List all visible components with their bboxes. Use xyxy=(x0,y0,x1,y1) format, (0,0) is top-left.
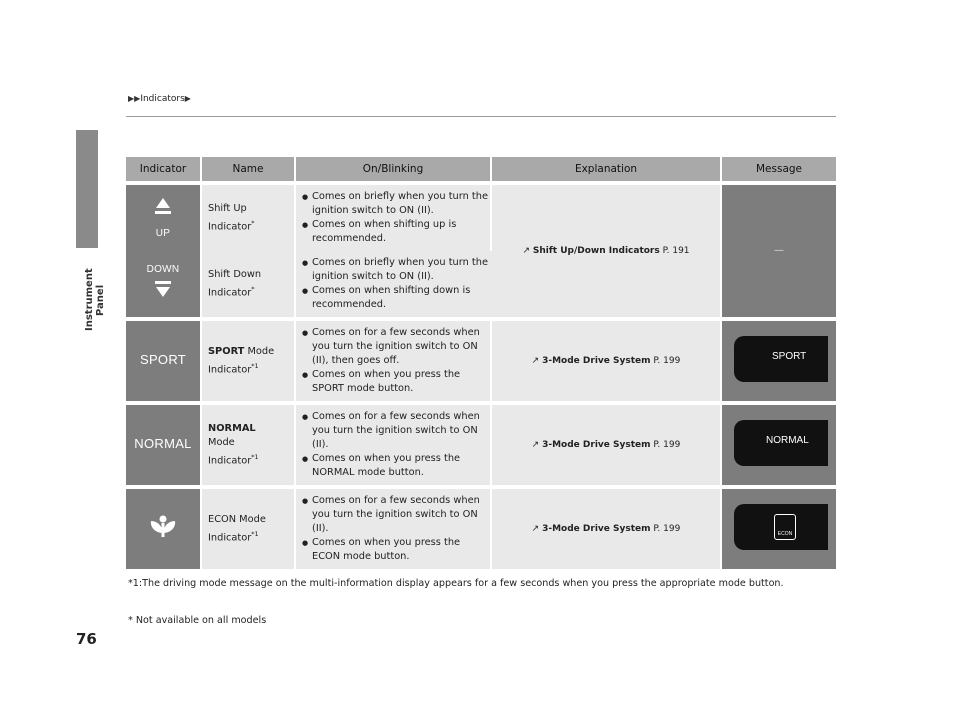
normal-message xyxy=(722,405,836,485)
sport-indicator-cell xyxy=(126,321,202,401)
mode-footnote: *1:The driving mode message on the multi-information display appears for a few seconds when you press the appropriate mode button. xyxy=(128,578,784,589)
list-item: ● Comes on when shifting up is recommended. xyxy=(304,218,490,246)
ref-arrow-icon: ↗ xyxy=(531,356,540,366)
section-tab xyxy=(76,130,98,248)
list-item: ● Comes on briefly when you turn the ignition switch to ON (II). xyxy=(304,190,490,218)
ref-arrow-icon: ↗ xyxy=(531,440,540,450)
explanation-link[interactable]: 3-Mode Drive System xyxy=(542,440,651,450)
econ-indicator-cell xyxy=(126,489,202,569)
normal-explanation xyxy=(492,405,722,485)
explanation-page: P. 199 xyxy=(653,440,681,450)
shift-explanation xyxy=(492,185,722,317)
shift-up-indicator-cell xyxy=(126,185,202,251)
name-text: Mode xyxy=(244,345,275,357)
sport-on-blinking xyxy=(296,321,492,401)
breadcrumb xyxy=(128,94,191,104)
name-text: Indicator xyxy=(208,221,252,233)
name-text: Indicator xyxy=(208,364,252,376)
sport-message xyxy=(722,321,836,401)
econ-name xyxy=(202,489,296,569)
name-text: Indicator xyxy=(208,287,252,299)
shift-down-on-blinking xyxy=(296,251,492,317)
breadcrumb-current[interactable]: Indicators xyxy=(140,94,185,104)
econ-on-blinking xyxy=(296,489,492,569)
shift-up-on-blinking xyxy=(296,185,492,251)
list-item: ● Comes on for a few seconds when you turn the ignition switch to ON (II). xyxy=(304,494,490,536)
footnote-mark: *1 xyxy=(251,529,259,538)
footnote-mark: * xyxy=(251,218,255,227)
header-rule xyxy=(126,116,836,117)
section-label: Instrument Panel xyxy=(84,268,106,332)
shift-up-label: UP xyxy=(155,227,171,239)
sport-name xyxy=(202,321,296,401)
econ-explanation xyxy=(492,489,722,569)
indicator-table xyxy=(126,157,836,569)
footnote-mark: *1 xyxy=(251,452,259,461)
sport-display-text: SPORT xyxy=(772,350,807,362)
list-item: ● Comes on when shifting down is recommended. xyxy=(304,284,492,312)
name-bold: SPORT xyxy=(208,345,245,357)
col-name: Name xyxy=(202,157,296,181)
normal-display-text: NORMAL xyxy=(766,434,809,446)
sport-display-panel xyxy=(734,336,828,382)
table-row xyxy=(126,489,836,569)
list-item: ● Comes on briefly when you turn the ignition switch to ON (II). xyxy=(304,256,492,284)
ref-arrow-icon: ↗ xyxy=(531,524,540,534)
table-header-row xyxy=(126,157,836,181)
normal-name xyxy=(202,405,296,485)
list-item: ● Comes on for a few seconds when you turn the ignition switch to ON (II). xyxy=(304,410,490,452)
sport-explanation xyxy=(492,321,722,401)
name-text: ECON Mode xyxy=(208,513,266,525)
name-bold: NORMAL xyxy=(208,422,256,434)
ref-arrow-icon: ↗ xyxy=(522,246,530,256)
col-explanation: Explanation xyxy=(492,157,722,181)
explanation-link[interactable]: 3-Mode Drive System xyxy=(542,524,651,534)
shift-up-icon xyxy=(148,196,178,222)
list-item: ● Comes on when you press the SPORT mode button. xyxy=(304,368,490,396)
shift-message: — xyxy=(722,185,836,317)
econ-display-text: ECON xyxy=(777,530,793,537)
list-item: ● Comes on for a few seconds when you turn the ignition switch to ON (II), then goes off. xyxy=(304,326,490,368)
explanation-link[interactable]: 3-Mode Drive System xyxy=(542,356,651,366)
explanation-page: P. 199 xyxy=(653,356,681,366)
col-message: Message xyxy=(722,157,836,181)
models-note: * Not available on all models xyxy=(128,615,267,626)
shift-down-label: DOWN xyxy=(146,263,180,275)
breadcrumb-arrows: ▶▶ xyxy=(128,94,141,103)
shift-up-name xyxy=(202,185,296,251)
name-text: Indicator xyxy=(208,532,252,544)
page-number: 76 xyxy=(76,630,97,648)
econ-leaf-icon xyxy=(145,511,181,543)
name-text: Shift Down xyxy=(208,268,262,280)
name-text: Shift Up xyxy=(208,202,247,214)
list-item: ● Comes on when you press the ECON mode button. xyxy=(304,536,490,564)
normal-indicator-cell xyxy=(126,405,202,485)
normal-on-blinking xyxy=(296,405,492,485)
shift-down-name xyxy=(202,251,296,317)
shift-down-indicator-cell xyxy=(126,251,202,317)
footnote-mark: * xyxy=(251,284,255,293)
breadcrumb-arrow-end: ▶ xyxy=(184,94,191,103)
col-on-blinking: On/Blinking xyxy=(296,157,492,181)
col-indicator: Indicator xyxy=(126,157,202,181)
table-row xyxy=(126,321,836,401)
explanation-link[interactable]: Shift Up/Down Indicators xyxy=(532,246,660,256)
name-text: Mode xyxy=(208,436,235,448)
shift-down-icon xyxy=(148,277,178,301)
explanation-page: P. 191 xyxy=(662,246,690,256)
sport-indicator-label: SPORT xyxy=(139,352,187,367)
table-row xyxy=(126,405,836,485)
econ-display-icon xyxy=(774,514,796,540)
name-text: Indicator xyxy=(208,455,252,467)
explanation-page: P. 199 xyxy=(653,524,681,534)
econ-display-panel xyxy=(734,504,828,550)
table-row xyxy=(126,185,836,251)
normal-display-panel xyxy=(734,420,828,466)
footnote-mark: *1 xyxy=(251,361,259,370)
list-item: ● Comes on when you press the NORMAL mode button. xyxy=(304,452,490,480)
normal-indicator-label: NORMAL xyxy=(134,436,192,451)
econ-message xyxy=(722,489,836,569)
